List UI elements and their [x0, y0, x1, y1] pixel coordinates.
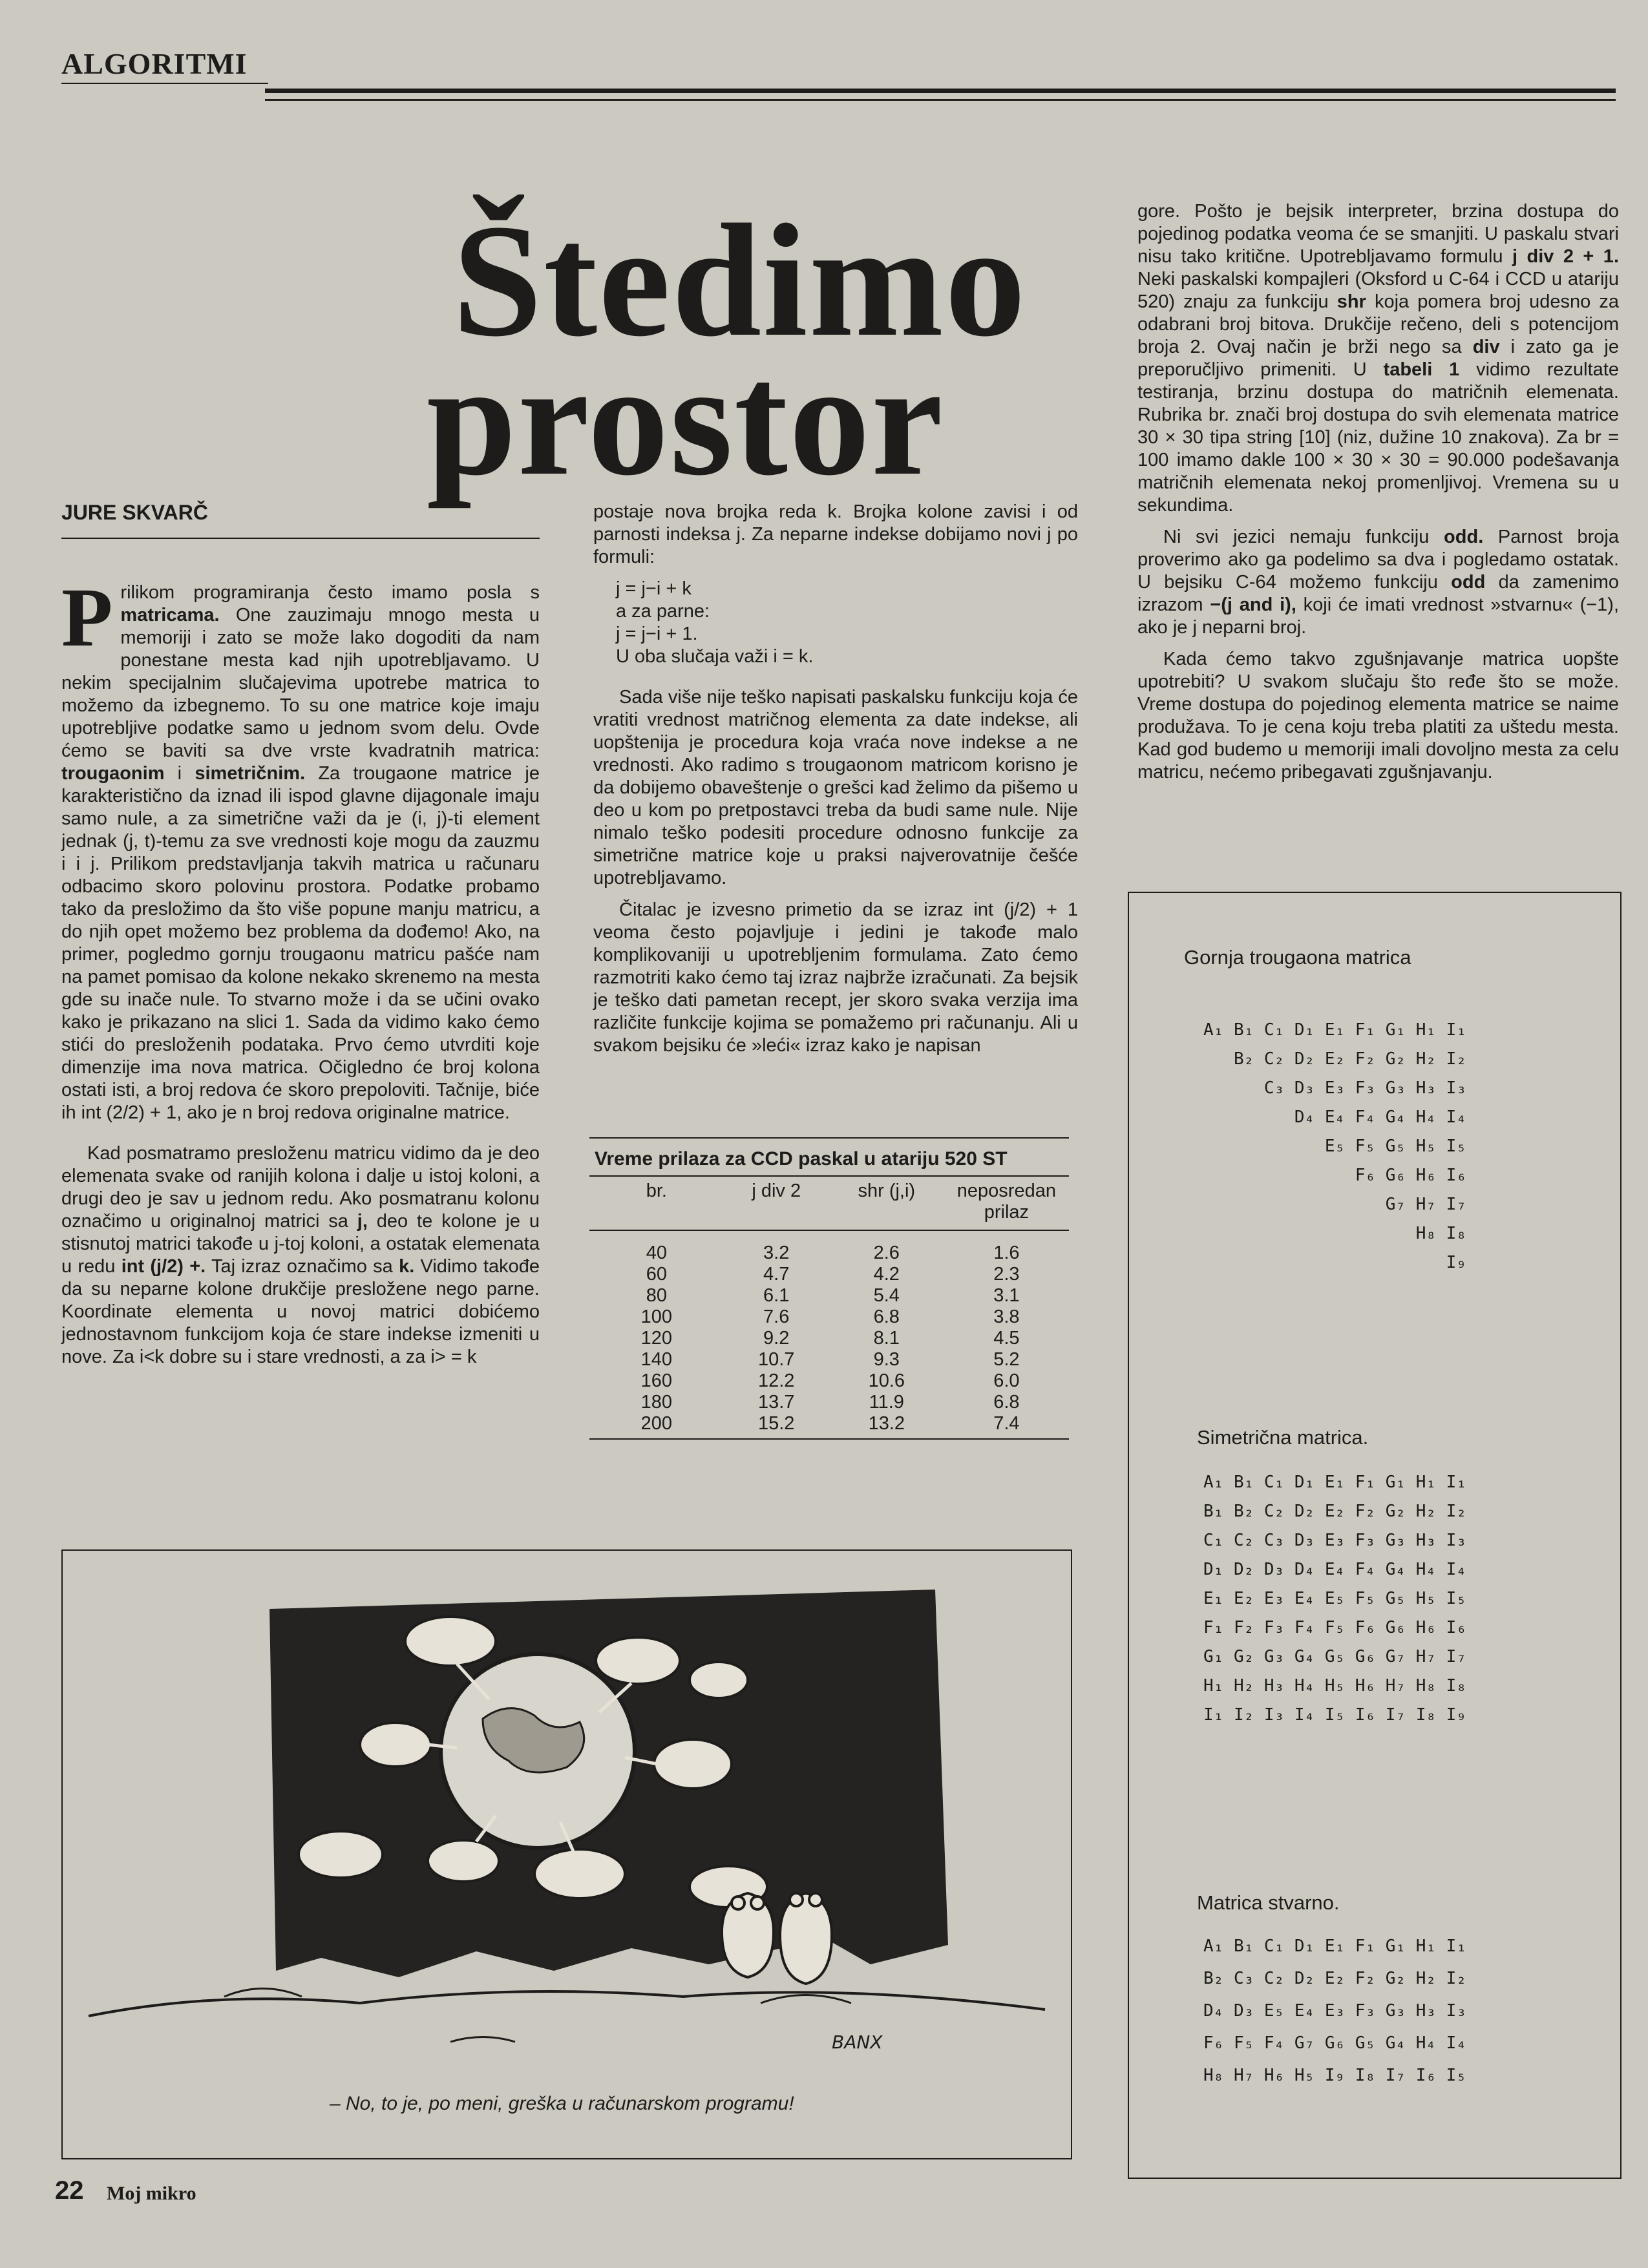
- paragraph: [61, 1142, 540, 1369]
- table-cell: 3.2: [763, 1243, 790, 1263]
- table-cell: 140: [640, 1349, 673, 1370]
- header-rule: [265, 89, 1616, 93]
- text-run: Taj izraz označimo sa: [206, 1256, 399, 1277]
- matrix-figure-box: [1128, 892, 1622, 2179]
- bold-term: int (j/2) +.: [121, 1256, 206, 1277]
- magazine-name: Moj mikro: [107, 2183, 196, 2204]
- table-row: [589, 1285, 1069, 1307]
- matrix-row: B₂ C₂ D₂ E₂ F₂ G₂ H₂ I₂: [1203, 1049, 1466, 1069]
- article-column-1: [61, 571, 540, 1378]
- text-run: Ni svi jezici nemaju funkciju: [1163, 527, 1444, 547]
- table-cell: 2.6: [873, 1243, 900, 1263]
- symmetric-matrix-title: Simetrična matrica.: [1197, 1426, 1369, 1449]
- matrix-row: C₁ C₂ C₃ D₃ E₃ F₃ G₃ H₃ I₃: [1203, 1531, 1466, 1550]
- paragraph: Kada ćemo takvo zgušnjavanje matrica uopšte upotrebiti? U svakom slučaju što ređe što se može. Vreme dostupa do pojedinog elementa matrice se naime produžava. To je cena koju treba platiti za uštedu mesta. Kad god budemo u memoriji imali dovoljno mesta za celu matricu, nećemo pribegavati zgušnjavanju.: [1137, 649, 1619, 782]
- paragraph: [1137, 526, 1619, 639]
- table-cell: 3.8: [993, 1307, 1020, 1327]
- text-run: Vidimo takođe da su neparne kolone drukčije presložene nego parne. Koordinate elementa u novoj matrici dobićemo jednostavnom funkcijom koja će stare indekse izmeniti u nove. Za i<k dobre su i stare vrednosti, a za i> = k: [61, 1256, 540, 1367]
- matrix-row: H₈ I₈: [1203, 1224, 1466, 1243]
- page-number: 22: [55, 2176, 84, 2205]
- text-run: Neki paskalski kompajleri (Oksford u C-64 i CCD u atariju 520) znaju za funkciju: [1137, 269, 1619, 312]
- table-cell: 200: [640, 1413, 673, 1434]
- table-cell: 2.3: [993, 1264, 1020, 1285]
- matrix-row: F₆ G₆ H₆ I₆: [1203, 1166, 1466, 1185]
- table-cell: 9.3: [873, 1349, 900, 1370]
- text-run: vidimo rezultate testiranja, brzinu dostupa do matričnih elemenata. Rubrika br. znači broj dostupa do svih elemenata matrice 30 × 30 tipa string [10] (niz, dužine 10 znakova). Za br = 100 imamo dakle 100 × 30 × 30 = 90.000 podešavanja matričnih elemenata nekoj promenljivoj. Vremena su u sekundima.: [1137, 359, 1619, 516]
- table-cell: 100: [640, 1307, 673, 1327]
- table-cell: 10.6: [868, 1370, 905, 1391]
- table-cell: 120: [640, 1328, 673, 1349]
- matrix-row: A₁ B₁ C₁ D₁ E₁ F₁ G₁ H₁ I₁: [1203, 1020, 1466, 1040]
- text-run: deo te kolone je u stisnutoj matrici takođe u j-toj koloni, a ostatak elemenata u redu: [61, 1211, 540, 1277]
- bold-term: trougaonim: [61, 763, 165, 784]
- table-cell: 12.2: [757, 1370, 795, 1391]
- formula-line: j = j−i + 1.: [616, 624, 698, 644]
- upper-matrix-title: Gornja trougaona matrica: [1184, 946, 1411, 969]
- bold-term: j div 2 + 1.: [1512, 246, 1619, 267]
- text-run: Kad posmatramo presloženu matricu vidimo da je deo elemenata svake od ranijih kolona i dalje u istoj koloni, a drugi deo je sav u jednom redu. Ako posmatranu kolonu označimo u originalnoj matrici sa: [61, 1143, 540, 1232]
- table-cell: 13.2: [868, 1413, 905, 1434]
- matrix-row: G₇ H₇ I₇: [1203, 1195, 1466, 1214]
- table-cell: 5.2: [993, 1349, 1020, 1370]
- table-cell: 7.6: [763, 1307, 790, 1327]
- table-row: [589, 1264, 1069, 1285]
- table-cell: 10.7: [757, 1349, 795, 1370]
- bold-term: odd.: [1444, 527, 1484, 547]
- table-row: [589, 1307, 1069, 1328]
- table-cell: 15.2: [757, 1413, 795, 1434]
- formula-block: [616, 578, 1078, 668]
- text-run: koji će imati vrednost »stvarnu« (−1), ako je j neparni broj.: [1137, 594, 1620, 638]
- matrix-row: C₃ D₃ E₃ F₃ G₃ H₃ I₃: [1203, 1078, 1466, 1098]
- article-title-line-1: Štedimo: [452, 191, 1027, 370]
- matrix-row: G₁ G₂ G₃ G₄ G₅ G₆ G₇ H₇ I₇: [1203, 1647, 1466, 1666]
- header-rule-thin: [265, 99, 1616, 101]
- matrix-row: A₁ B₁ C₁ D₁ E₁ F₁ G₁ H₁ I₁: [1203, 1937, 1466, 1956]
- matrix-row: A₁ B₁ C₁ D₁ E₁ F₁ G₁ H₁ I₁: [1203, 1473, 1466, 1492]
- formula-line: j = j−i + k: [616, 578, 692, 599]
- table-cell: 7.4: [993, 1413, 1020, 1434]
- table-cell: 4.2: [873, 1264, 900, 1285]
- table-cell: 6.1: [763, 1285, 790, 1306]
- text-run: Parnost broja proverimo ako ga podelimo sa dva i pogledamo ostatak. U bejsiku C-64 možemo funkciju: [1137, 527, 1620, 593]
- table-cell: 4.5: [993, 1328, 1020, 1349]
- bold-term: shr: [1336, 291, 1366, 312]
- table-cell: 60: [646, 1264, 667, 1285]
- matrix-row: D₄ D₃ E₅ E₄ E₃ F₃ G₃ H₃ I₃: [1203, 2001, 1466, 2021]
- cartoon-illustration: [63, 1551, 1071, 2158]
- table-header: shr (j,i): [858, 1181, 916, 1201]
- table-cell: 160: [640, 1370, 673, 1391]
- article-column-2: [593, 501, 1078, 1066]
- paragraph: [61, 571, 540, 1124]
- text-run: One zauzimaju mnogo mesta u memoriji i zato se može lako dogoditi da nam ponestane mesta kad njih upotrebljavamo. U nekim specijalnim slučajevima upotrebe matrica to možemo da izbegnemo. To su one matrice koje imaju upotrebljive podatke samo u jednom svom delu. Ovde ćemo se baviti sa dve vrste kvadratnih matrica:: [61, 605, 540, 761]
- table-cell: 1.6: [993, 1243, 1020, 1263]
- matrix-row: B₁ B₂ C₂ D₂ E₂ F₂ G₂ H₂ I₂: [1203, 1502, 1466, 1521]
- table-body: [589, 1230, 1069, 1438]
- matrix-row: E₅ F₅ G₅ H₅ I₅: [1203, 1137, 1466, 1156]
- bold-term: div: [1472, 337, 1500, 357]
- real-matrix-title: Matrica stvarno.: [1197, 1891, 1340, 1914]
- timing-table: [589, 1137, 1069, 1440]
- table-row: [589, 1230, 1069, 1264]
- text-run: gore. Pošto je bejsik interpreter, brzina dostupa do pojedinog podatka veoma će se smanjiti. U paskalu stvari nisu tako kritične. Upotrebljavamo formulu: [1137, 201, 1619, 267]
- text-run: da zamenimo izrazom: [1137, 572, 1619, 615]
- table-grid: [589, 1177, 1069, 1438]
- table-cell: 80: [646, 1285, 667, 1306]
- bold-term: k.: [399, 1256, 415, 1277]
- bold-term: j,: [357, 1211, 368, 1232]
- matrix-row: F₆ F₅ F₄ G₇ G₆ G₅ G₄ H₄ I₄: [1203, 2033, 1466, 2053]
- table-row: [589, 1413, 1069, 1438]
- table-header: j div 2: [752, 1181, 801, 1201]
- table-row: [589, 1392, 1069, 1413]
- craters: [224, 1989, 851, 2042]
- cartoon-signature: BANX: [832, 2032, 883, 2053]
- table-row: [589, 1349, 1069, 1370]
- formula-line: a za parne:: [616, 601, 710, 622]
- bold-term: tabeli 1: [1383, 359, 1460, 380]
- matrix-row: I₉: [1203, 1253, 1466, 1272]
- matrix-row: H₁ H₂ H₃ H₄ H₅ H₆ H₇ H₈ I₈: [1203, 1676, 1466, 1696]
- article-column-3: [1137, 200, 1619, 793]
- table-cell: 8.1: [873, 1328, 900, 1349]
- section-label: ALGORITMI: [61, 47, 248, 80]
- ground-line: [89, 1991, 1045, 2016]
- bold-term: matricama.: [120, 605, 220, 625]
- article-title-line-2: prostor: [427, 330, 944, 509]
- table-cell: 6.8: [873, 1307, 900, 1327]
- paragraph: Čitalac je izvesno primetio da se izraz int (j/2) + 1 veoma često pojavljuje i jedini je takođe malo komplikovaniji u upotrebljenim formulama. Zato ćemo razmotriti kako ćemo taj izraz najbrže izračunati. Za bejsik je teško dati pametan recept, jer skoro svaka verzija ima različite funkcije kojima se pomažemo pri računanju. Ali u svakom bejsiku će »leći« izraz kako je napisan: [593, 899, 1078, 1056]
- table-cell: 3.1: [993, 1285, 1020, 1306]
- table-cell: 5.4: [873, 1285, 900, 1306]
- matrix-row: H₈ H₇ H₆ H₅ I₉ I₈ I₇ I₆ I₅: [1203, 2066, 1466, 2085]
- drop-cap: P: [61, 571, 113, 664]
- text-run: Za trougaone matrice je karakteristično da iznad ili ispod glavne dijagonale imaju samo nule, a za simetrične važi da je (i, j)-ti element jednak (j, t)-temu za sve vrednosti koje mogu da zauzmu i i j. Prilikom predstavljanja takvih matrica u računaru odbacimo skoro polovinu prostora. Podatke probamo tako da presložimo da što više popune manju matricu, a do njih opet možemo bez problema da dođemo! Ako, na primer, pogledmo gornju trougaonu matricu pašće nam na pamet pomisao da kolone nekako skrenemo na mesta gde su inače nule. To stvarno može i da se učini ovako kako je prikazano na slici 1. Sada da vidimo kako ćemo stići do presloženih podataka. Prvo ćemo utvrditi koje dimenzije ima nova matrica. Očigledno će broj kolona ostati isti, a broj redova će skoro prepoloviti. Tačnije, biće ih int (2/2) + 1, ako je n broj redova originalne matrice.: [61, 763, 540, 1123]
- table-cell: 6.8: [993, 1392, 1020, 1412]
- bold-term: simetričnim.: [195, 763, 306, 784]
- paragraph: postaje nova brojka reda k. Brojka kolone zavisi i od parnosti indeksa j. Za neparne indekse dobijamo novi j po formuli:: [593, 501, 1078, 567]
- section-label-underline: [61, 83, 268, 84]
- table-row: [589, 1370, 1069, 1392]
- formula-line: U oba slučaja važi i = k.: [616, 646, 814, 667]
- bold-term: −(j and i),: [1210, 594, 1296, 615]
- text-run: koja pomera broj udesno za odabrani broj bitova. Drukčije rečeno, deli s potencijom broja 2. Ovaj način je brži nego sa: [1137, 291, 1619, 357]
- table-cell: 6.0: [993, 1370, 1020, 1391]
- author-rule: [61, 538, 540, 539]
- table-cell: 11.9: [869, 1392, 904, 1412]
- matrix-row: I₁ I₂ I₃ I₄ I₅ I₆ I₇ I₈ I₉: [1203, 1705, 1466, 1725]
- table-cell: 40: [646, 1243, 667, 1263]
- symmetric-matrix-grid: [1203, 1468, 1466, 1730]
- bold-term: odd: [1451, 572, 1486, 593]
- cartoon-frame: [61, 1549, 1072, 2159]
- matrix-row: F₁ F₂ F₃ F₄ F₅ F₆ G₆ H₆ I₆: [1203, 1618, 1466, 1637]
- matrix-row: D₄ E₄ F₄ G₄ H₄ I₄: [1203, 1108, 1466, 1127]
- matrix-row: E₁ E₂ E₃ E₄ E₅ F₅ G₅ H₅ I₅: [1203, 1589, 1466, 1608]
- cartoon-caption: – No, to je, po meni, greška u računarskom programu!: [330, 2093, 794, 2114]
- table-cell: 4.7: [763, 1264, 790, 1285]
- table-cell: 180: [640, 1392, 673, 1412]
- text-run: i zato ga je preporučljivo primeniti. U: [1137, 337, 1619, 380]
- table-header: neposredan prilaz: [956, 1181, 1056, 1223]
- table-cell: 9.2: [763, 1328, 790, 1349]
- upper-matrix-grid: [1203, 1016, 1466, 1277]
- paragraph: Sada više nije teško napisati paskalsku funkciju koja će vratiti vrednost matričnog elementa za date indekse, ali uopštenija je procedura koja vraća nove indekse a ne vrednosti. Ako radimo s trougaonom matricom korisno je da dobijemo obaveštenje o grešci kad želimo da pišemo u deo u kom po pretpostavci treba da budi same nule. Nije nimalo teško podesiti procedure odnosno funkcije za simetrične matrice koje u praksi najverovatnije češće upotrebljavamo.: [593, 687, 1078, 888]
- matrix-row: D₁ D₂ D₃ D₄ E₄ F₄ G₄ H₄ I₄: [1203, 1560, 1466, 1579]
- table-row: [589, 1328, 1069, 1349]
- table-title: Vreme prilaza za CCD paskal u atariju 520 ST: [589, 1139, 1069, 1177]
- author-byline: JURE SKVARČ: [61, 501, 208, 524]
- text-run: rilikom programiranja često imamo posla s: [120, 582, 540, 603]
- text-run: i: [164, 763, 195, 784]
- table-header: br.: [646, 1181, 667, 1201]
- table-cell: 13.7: [757, 1392, 795, 1412]
- paragraph: [1137, 200, 1619, 517]
- real-matrix-grid: [1203, 1930, 1466, 2092]
- matrix-row: B₂ C₃ C₂ D₂ E₂ F₂ G₂ H₂ I₂: [1203, 1969, 1466, 1988]
